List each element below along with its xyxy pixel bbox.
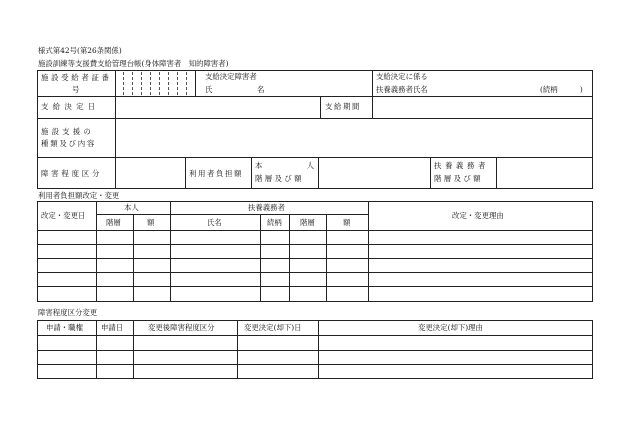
col-divider	[96, 320, 97, 379]
main-table	[37, 70, 593, 189]
support-type-label-2: 種類及び内容	[41, 139, 97, 148]
amount-header-2: 額	[343, 218, 351, 227]
col-divider	[133, 320, 134, 379]
col-divider	[318, 320, 319, 379]
header-bottom	[37, 335, 593, 336]
col-divider	[318, 157, 319, 189]
row-divider	[37, 364, 593, 365]
supporter-tier-label-1: 扶養義務者	[434, 161, 489, 170]
row-divider	[37, 258, 593, 259]
subheader-divider	[96, 214, 368, 215]
name-header: 氏名	[207, 218, 222, 227]
cert-no-label-suffix: 号	[72, 85, 80, 94]
col-divider	[251, 157, 252, 189]
col-divider	[237, 320, 238, 379]
relation-header: 続柄	[267, 218, 282, 227]
supporter-tier-label-2: 階層及び額	[434, 174, 483, 183]
tier-header: 階層	[106, 218, 121, 227]
digit-box-divider	[150, 72, 151, 95]
form-number: 様式第42号(第26条関係)	[38, 46, 122, 55]
digit-box-divider	[159, 72, 160, 95]
col-divider	[115, 118, 116, 157]
change-date-header: 改定・変更日	[41, 211, 86, 220]
new-level-header: 変更後障害程度区分	[148, 323, 215, 332]
col-divider	[368, 201, 369, 302]
self-tier-label-1: 本 人	[255, 161, 314, 170]
self-header: 本人	[124, 203, 139, 212]
col-divider	[115, 70, 116, 96]
supporter-name-label: 扶養義務者氏名	[376, 85, 428, 94]
decision-person-label: 支給決定に係る	[376, 72, 428, 81]
col-divider	[170, 201, 171, 302]
col-divider	[133, 214, 134, 302]
surname-label: 氏	[205, 85, 213, 94]
supporter-header: 扶養義務者	[248, 203, 285, 212]
row-divider	[37, 350, 593, 351]
application-header: 申請・職権	[46, 323, 83, 332]
cert-no-label: 施設受給者証番	[41, 73, 112, 82]
col-divider	[289, 214, 290, 302]
relationship-paren: (続柄 )	[540, 85, 583, 94]
header-bottom	[37, 230, 593, 231]
decision-date-header: 変更決定(却下)日	[244, 323, 302, 332]
col-divider	[496, 157, 497, 189]
decision-reason-header: 変更決定(却下)理由	[418, 323, 483, 332]
col-divider	[372, 70, 373, 96]
row-divider	[37, 96, 593, 97]
row-divider	[37, 118, 593, 119]
amount-header: 額	[147, 218, 155, 227]
digit-box-divider	[177, 72, 178, 95]
burden-change-title: 利用者負担額改定・変更	[38, 191, 120, 200]
self-tier-label-2: 階層及び額	[255, 174, 304, 183]
payment-period-label: 支給期間	[325, 102, 361, 111]
col-divider	[185, 157, 186, 189]
form-title: 施設訓練等支援費支給管理台帳(身体障害者 知的障害者)	[38, 59, 229, 68]
col-divider	[96, 201, 97, 302]
payment-decision-date-label: 支給決定日	[41, 102, 100, 111]
row-divider	[37, 244, 593, 245]
given-name-label: 名	[257, 85, 265, 94]
col-divider	[195, 70, 196, 96]
col-divider	[115, 157, 116, 189]
col-divider	[115, 96, 116, 118]
disability-level-label: 障害程度区分	[41, 169, 103, 178]
row-divider	[37, 272, 593, 273]
col-divider	[320, 96, 321, 118]
change-reason-header: 改定・変更理由	[452, 211, 504, 220]
digit-box-divider	[132, 72, 133, 95]
disability-change-title: 障害程度区分変更	[38, 308, 98, 317]
digit-box-divider	[168, 72, 169, 95]
row-divider	[37, 286, 593, 287]
digit-box-divider	[186, 72, 187, 95]
decided-disabled-label: 支給決定障害者	[205, 72, 257, 81]
row-divider	[37, 157, 593, 158]
tier-header-2: 階層	[300, 218, 315, 227]
col-divider	[326, 214, 327, 302]
support-type-label-1: 施設支援の	[41, 127, 94, 136]
col-divider	[260, 214, 261, 302]
application-date-header: 申請日	[101, 323, 124, 332]
col-divider	[372, 96, 373, 118]
digit-box-divider	[141, 72, 142, 95]
col-divider	[430, 157, 431, 189]
user-burden-label: 利用者負担額	[189, 169, 243, 178]
digit-box-divider	[123, 72, 124, 95]
